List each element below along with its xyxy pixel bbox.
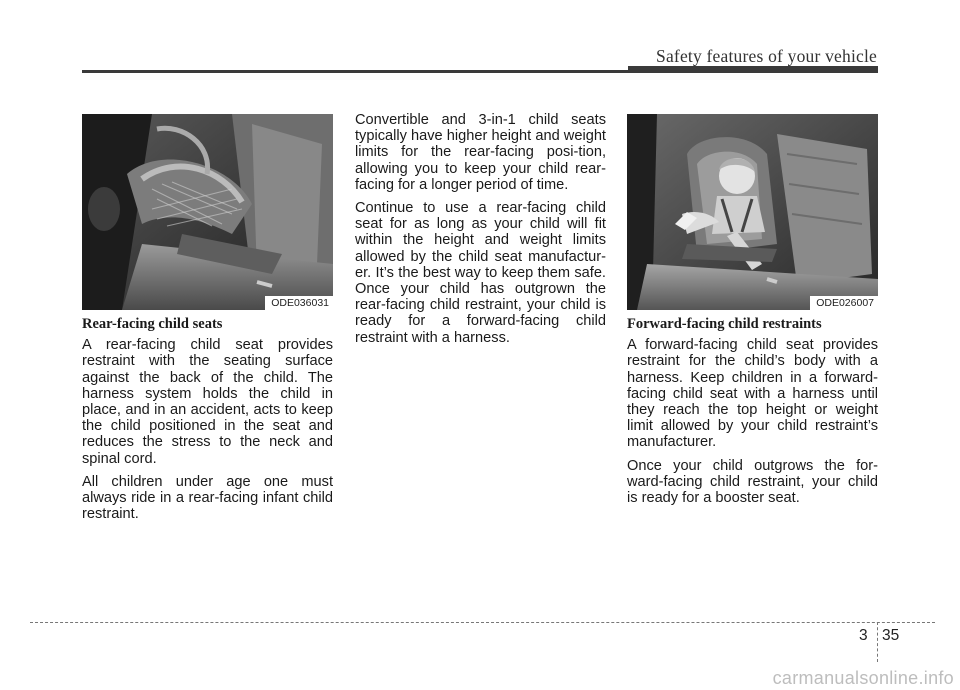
header-rule-accent: [628, 66, 878, 70]
paragraph: A rear-facing child seat provides restraint with the seating surface against the back of the child. The harness system holds the child in place, and in an accident, acts to keep the child positioned in the seat and reduces the stress to the neck and spinal cord.: [82, 337, 333, 467]
rear-facing-seat-photo: [82, 114, 333, 310]
paragraph: Continue to use a rear-facing child seat for as long as your child will fit within the height and weight limits allowed by the child seat manufactur-er. It’s the best way to keep them safe. Once your child has outgrown the rear-facing child restraint, your child is ready for a forward-facing child restraint with a harness.: [355, 200, 606, 346]
page-header-title: Safety features of your vehicle: [656, 46, 877, 66]
forward-facing-seat-photo: [627, 114, 878, 310]
left-text-column: [82, 316, 333, 529]
middle-text-column: [355, 112, 606, 353]
figure-code: ODE026007: [810, 296, 878, 310]
paragraph: All children under age one must always ride in a rear-facing infant child restraint.: [82, 473, 333, 523]
page-number: 35: [882, 627, 900, 644]
section-heading: Forward-facing child restraints: [627, 316, 822, 332]
page-number-divider: [877, 622, 878, 662]
header-rule: [82, 70, 878, 73]
footer-divider: [30, 622, 935, 623]
paragraph: Once your child outgrows the for-ward-facing child restraint, your child is ready for a booster seat.: [627, 457, 878, 507]
right-text-column: [627, 316, 878, 513]
watermark: carmanualsonline.info: [772, 668, 954, 688]
figure-code: ODE036031: [265, 296, 333, 310]
paragraph: Convertible and 3-in-1 child seats typically have higher height and weight limits for the rear-facing posi-tion, allowing you to keep your child rear-facing for a longer period of time.: [355, 112, 606, 193]
chapter-number: 3: [859, 627, 868, 644]
section-heading: Rear-facing child seats: [82, 316, 223, 332]
paragraph: A forward-facing child seat provides restraint for the child’s body with a harness. Keep children in a forward-facing child seat with a harness until they reach the top height or weight limit allowed by your child restraint’s manufacturer.: [627, 337, 878, 451]
